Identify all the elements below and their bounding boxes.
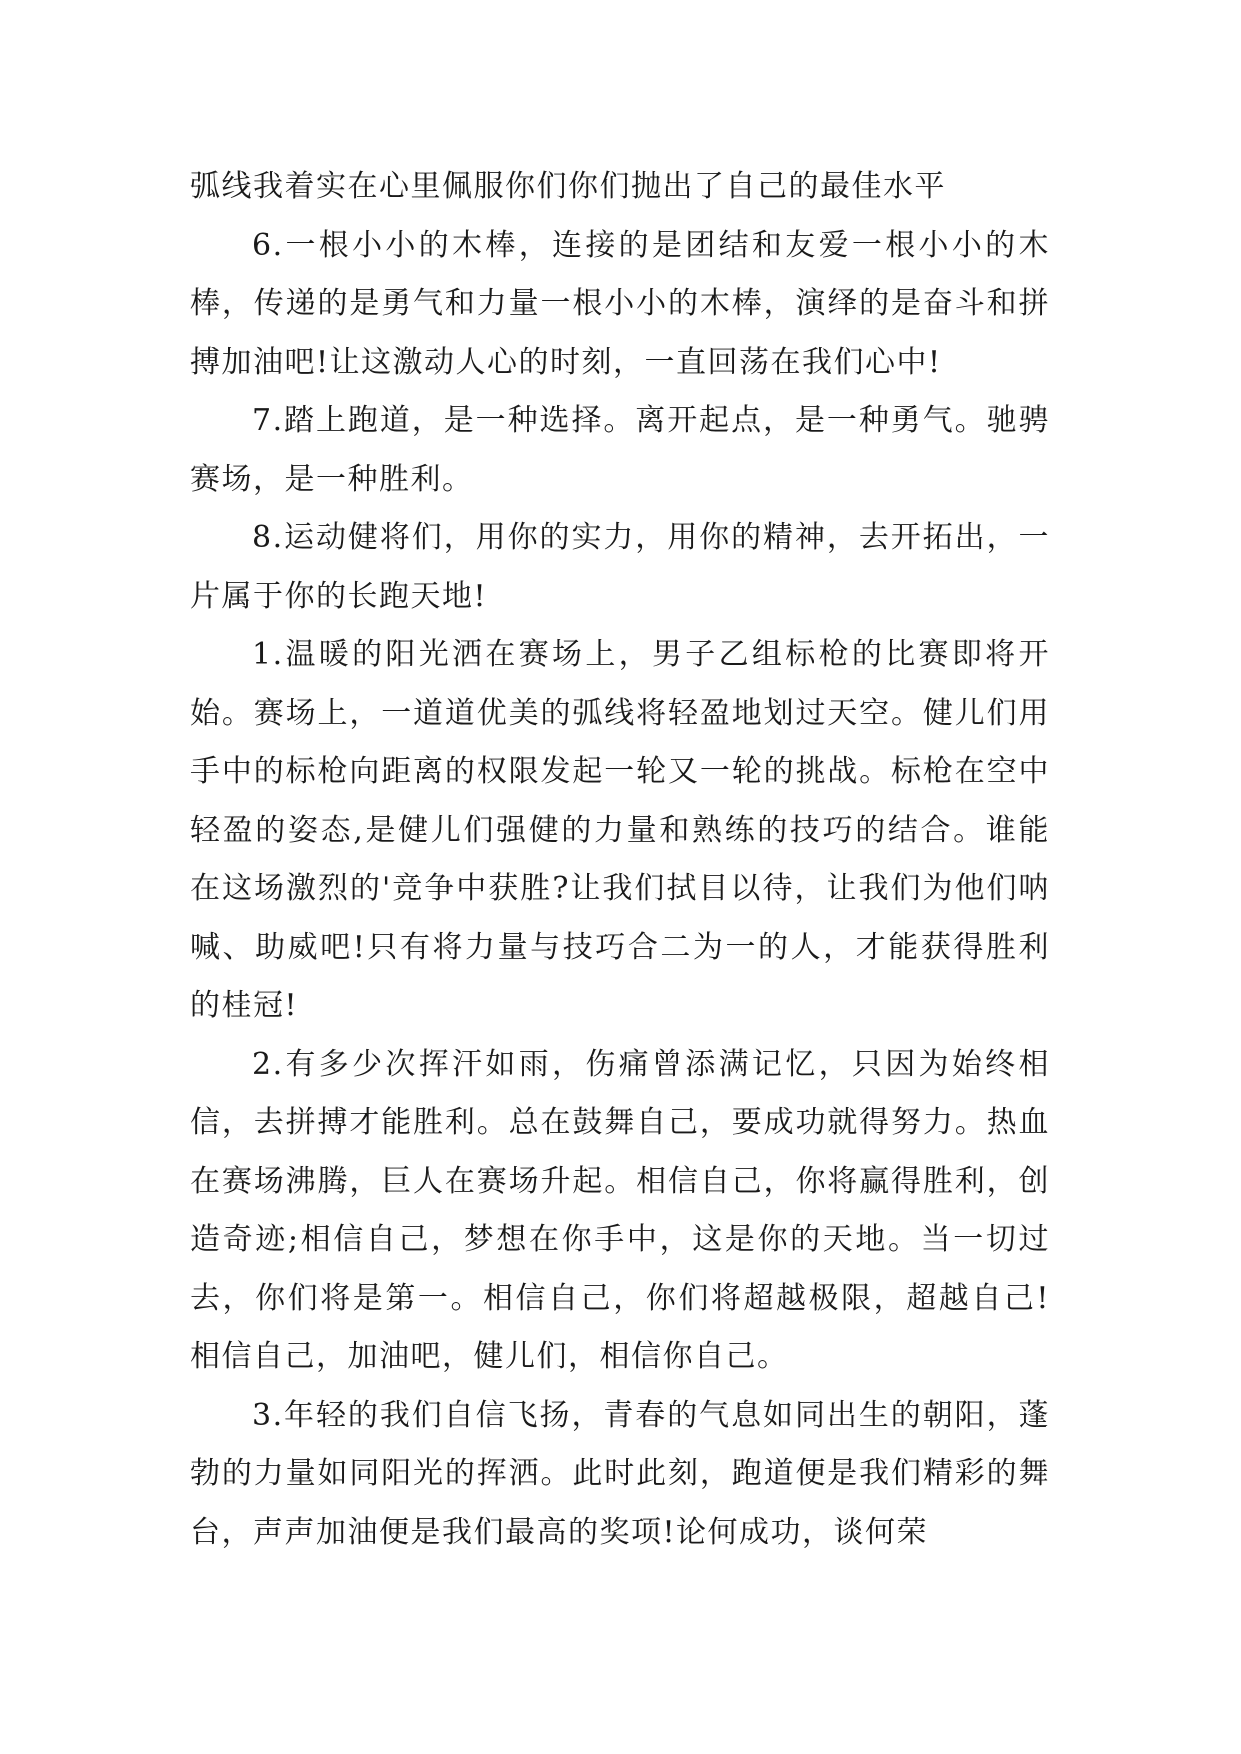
paragraph-item-6: 6.一根小小的木棒，连接的是团结和友爱一根小小的木棒，传递的是勇气和力量一根小小的木棒，演绎的是奋斗和拼搏加油吧!让这激动人心的时刻，一直回荡在我们心中! [190, 227, 1050, 380]
paragraph-continuation: 弧线我着实在心里佩服你们你们抛出了自己的最佳水平 [190, 169, 946, 204]
paragraph-item-7: 7.踏上跑道，是一种选择。离开起点，是一种勇气。驰骋赛场，是一种胜利。 [190, 403, 1050, 497]
paragraph-item-8: 8.运动健将们，用你的实力，用你的精神，去开拓出，一片属于你的长跑天地! [190, 520, 1050, 614]
paragraph-item-1: 1.温暖的阳光洒在赛场上，男子乙组标枪的比赛即将开始。赛场上，一道道优美的弧线将轻盈地划过天空。健儿们用手中的标枪向距离的权限发起一轮又一轮的挑战。标枪在空中轻盈的姿态,是健儿们强健的力量和熟练的技巧的结合。谁能在这场激烈的'竞争中获胜?让我们拭目以待，让我们为他们呐喊、助威吧!只有将力量与技巧合二为一的人，才能获得胜利的桂冠! [190, 637, 1050, 1023]
paragraph-item-3: 3.年轻的我们自信飞扬，青春的气息如同出生的朝阳，蓬勃的力量如同阳光的挥洒。此时此刻，跑道便是我们精彩的舞台，声声加油便是我们最高的奖项!论何成功，谈何荣 [190, 1397, 1050, 1550]
paragraph-item-2: 2.有多少次挥汗如雨，伤痛曾添满记忆，只因为始终相信，去拼搏才能胜利。总在鼓舞自己，要成功就得努力。热血在赛场沸腾，巨人在赛场升起。相信自己，你将赢得胜利，创造奇迹;相信自己，梦想在你手中，这是你的天地。当一切过去，你们将是第一。相信自己，你们将超越极限，超越自己!相信自己，加油吧，健儿们，相信你自己。 [190, 1046, 1050, 1374]
document-body [190, 158, 1050, 1562]
